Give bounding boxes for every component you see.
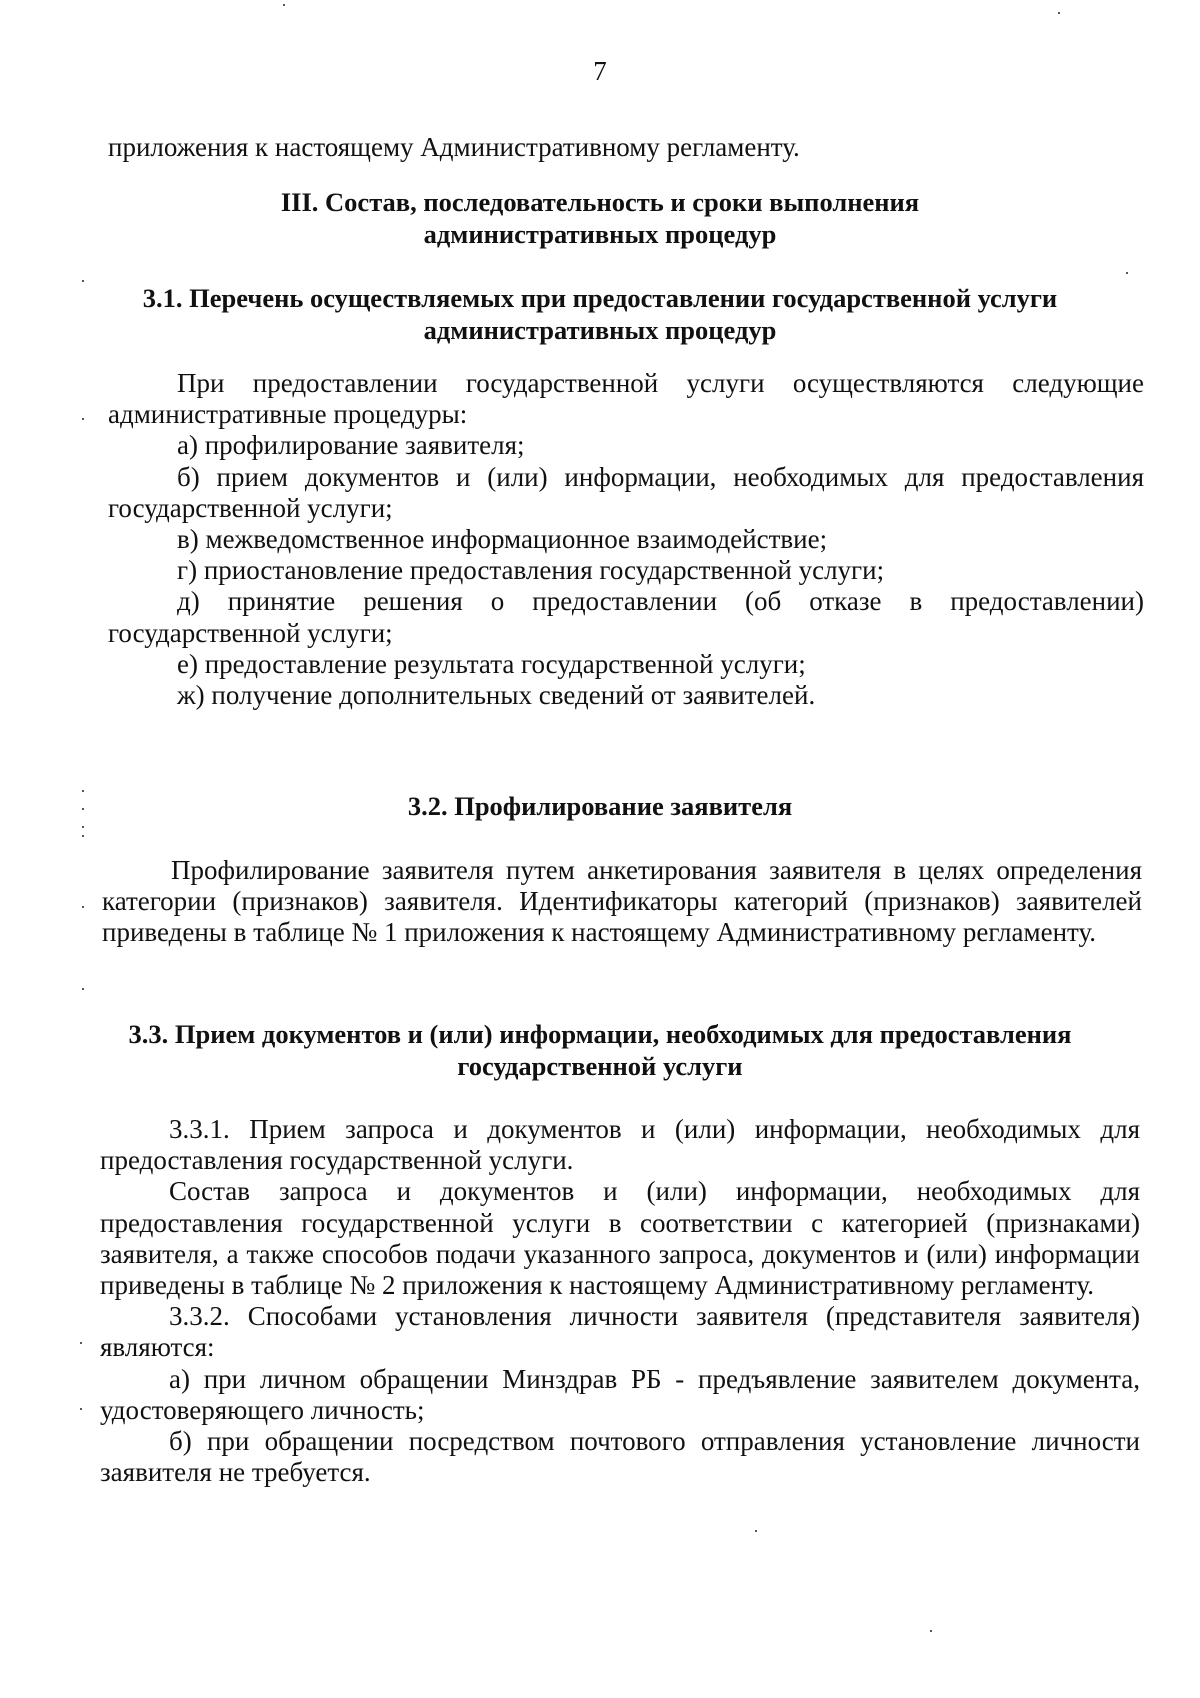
- procedure-item: а) профилирование заявителя;: [177, 430, 525, 461]
- section-3-title: [0, 186, 1200, 250]
- scan-speck: [82, 790, 84, 792]
- paragraph-3-3-1: 3.3.1. Прием запроса и документов и (или) информации, необходимых для предоставления государственной услуги.: [100, 1114, 1140, 1176]
- scan-speck: [82, 808, 84, 810]
- procedure-item: в) межведомственное информационное взаимодействие;: [177, 524, 828, 555]
- scan-speck: [80, 1342, 82, 1344]
- subsection-3-3-title-line2: государственной услуги: [457, 1051, 743, 1081]
- continuation-text: приложения к настоящему Административному регламенту.: [108, 132, 800, 162]
- scan-speck: [80, 1408, 82, 1410]
- procedure-item: г) приостановление предоставления государственной услуги;: [177, 555, 885, 586]
- scan-speck: [82, 280, 84, 282]
- procedure-item: д) принятие решения о предоставлении (об отказе в предоставлении) государственной услуги;: [108, 586, 1144, 648]
- scan-speck: [755, 1530, 757, 1532]
- scan-speck: [82, 835, 84, 837]
- subsection-3-1-title-line2: административных процедур: [423, 315, 777, 345]
- subsection-3-3-title-line1: 3.3. Прием документов и (или) информации, необходимых для предоставления: [128, 1019, 1072, 1049]
- identity-item: а) при личном обращении Минздрав РБ - предъявление заявителем документа, удостоверяющего личность;: [100, 1363, 1140, 1425]
- section-3-title-line2: административных процедур: [423, 219, 777, 249]
- scan-speck: [1126, 272, 1128, 274]
- subsection-3-3-title: [0, 1018, 1200, 1082]
- subsection-3-3-body: [100, 1114, 1140, 1488]
- subsection-3-2-title-text: 3.2. Профилирование заявителя: [407, 791, 793, 821]
- procedure-item: б) прием документов и (или) информации, необходимых для предоставления государственной услуги;: [108, 461, 1144, 523]
- scan-speck: [283, 4, 285, 6]
- procedure-item: е) предоставление результата государственной услуги;: [177, 648, 806, 679]
- procedures-intro: При предоставлении государственной услуги осуществляются следующие административные процедуры:: [108, 368, 1144, 430]
- paragraph-composition: Состав запроса и документов и (или) информации, необходимых для предоставления государственной услуги в соответствии с категорией (признаками) заявителя, а также способов подачи указанного запроса, документов и (или) информации приведены в таблице № 2 приложения к настоящему Административному регламенту.: [100, 1176, 1140, 1301]
- profiling-paragraph: Профилирование заявителя путем анкетирования заявителя в целях определения категории (признаков) заявителя. Идентификаторы категорий (признаков) заявителей приведены в таблице № 1 приложения к настоящему Административному регламенту.: [102, 855, 1142, 948]
- scan-speck: [930, 1630, 932, 1632]
- subsection-3-1-title-line1: 3.1. Перечень осуществляемых при предоставлении государственной услуги: [142, 283, 1058, 313]
- subsection-3-2-title: [0, 790, 1200, 822]
- subsection-3-1-body: [108, 368, 1144, 711]
- subsection-3-1-title: [0, 282, 1200, 346]
- scan-speck: [82, 418, 84, 420]
- paragraph-3-3-2: 3.3.2. Способами установления личности заявителя (представителя заявителя) являются:: [100, 1301, 1140, 1363]
- identity-item: б) при обращении посредством почтового отправления установление личности заявителя не требуется.: [100, 1426, 1140, 1488]
- page-number: 7: [593, 56, 607, 86]
- section-3-title-line1: III. Состав, последовательность и сроки выполнения: [280, 187, 920, 217]
- scan-speck: [82, 826, 84, 828]
- scan-speck: [82, 906, 84, 908]
- scan-speck: [82, 988, 84, 990]
- scan-speck: [1058, 12, 1060, 14]
- subsection-3-2-body: [102, 855, 1142, 949]
- procedure-item: ж) получение дополнительных сведений от заявителей.: [177, 680, 816, 711]
